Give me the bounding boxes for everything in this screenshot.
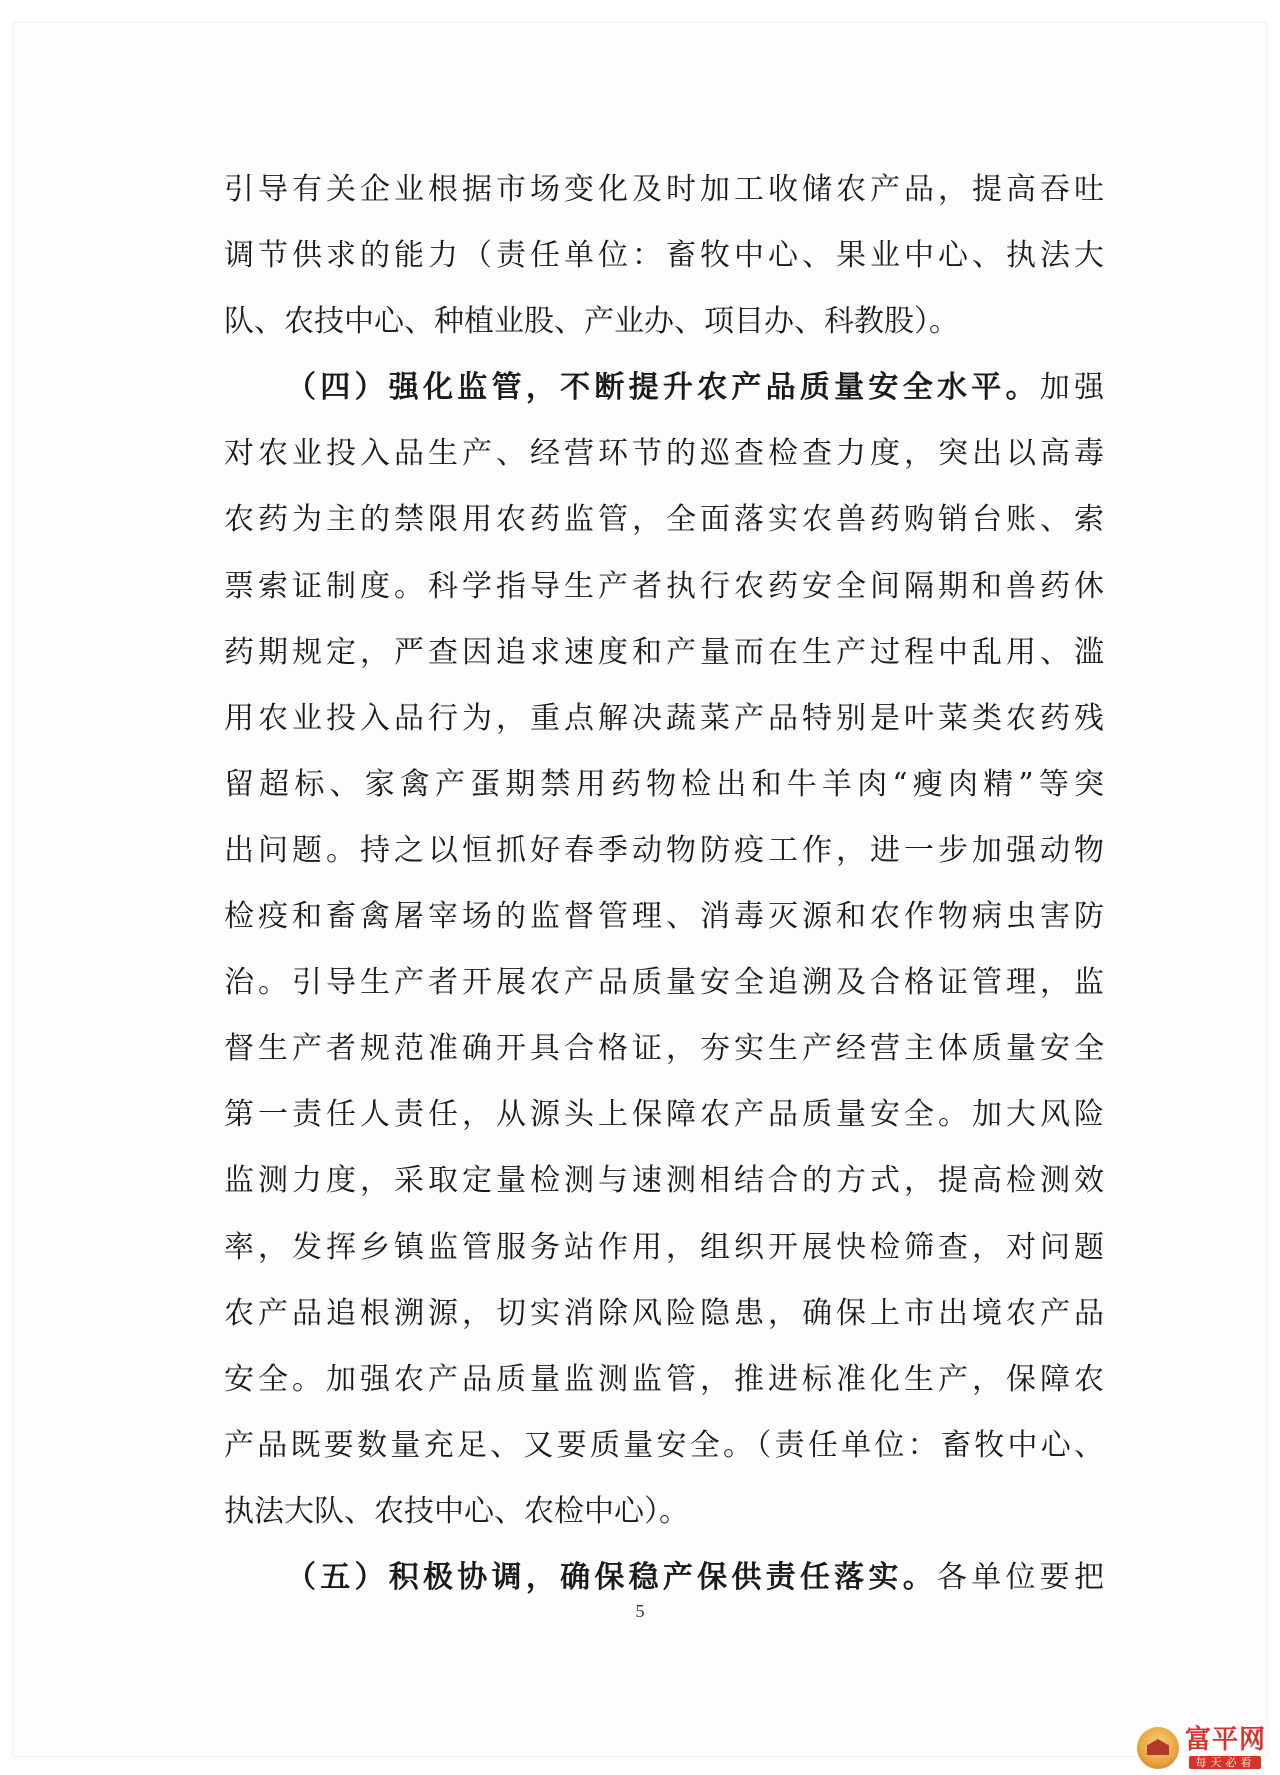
text-line: 治。引导生产者开展农产品质量安全追溯及合格证管理，监 — [224, 965, 1104, 1001]
text-line: 农产品追根溯源，切实消除风险隐患，确保上市出境农产品 — [224, 1295, 1104, 1331]
text-line: 药期规定，严查因追求速度和产量而在生产过程中乱用、滥 — [224, 634, 1104, 670]
text-line: 引导有关企业根据市场变化及时加工收储农产品，提高吞吐 — [224, 172, 1104, 207]
text-line: 产品既要数量充足、又要质量安全。（责任单位：畜牧中心、 — [224, 1427, 1104, 1463]
text-line: 票索证制度。科学指导生产者执行农药安全间隔期和兽药休 — [224, 568, 1104, 604]
section-4-heading-line — [224, 355, 1104, 421]
text-line: 出问题。持之以恒抓好春季动物防疫工作，进一步加强动物 — [224, 832, 1104, 868]
text-line: 检疫和畜禽屠宰场的监督管理、消毒灭源和农作物病虫害防 — [224, 899, 1104, 935]
text-line: 农药为主的禁限用农药监管，全面落实农兽药购销台账、索 — [224, 502, 1104, 538]
section-5-heading-rest: 各单位要把 — [936, 1559, 1105, 1595]
watermark-text — [1185, 1727, 1266, 1769]
bleed-through-decoration — [1224, 172, 1254, 1472]
text-line: 监测力度，采取定量检测与速测相结合的方式，提高检测效 — [224, 1163, 1104, 1199]
site-logo-icon — [1137, 1727, 1179, 1769]
page-number: 5 — [635, 1601, 645, 1621]
text-line: 对农业投入品生产、经营环节的巡查检查力度，突出以高毒 — [224, 436, 1104, 472]
text-line: 执法大队、农技中心、农检中心）。 — [224, 1493, 689, 1529]
text-line: 调节供求的能力（责任单位：畜牧中心、果业中心、执法大 — [224, 238, 1104, 274]
site-watermark — [1137, 1727, 1266, 1769]
watermark-title: 富平网 — [1184, 1725, 1266, 1755]
section-5-heading: （五）积极协调，确保稳产保供责任落实。 — [286, 1559, 937, 1595]
document-body — [224, 157, 1104, 1611]
section-4-heading-rest: 加强 — [1039, 370, 1105, 406]
text-line: 督生产者规范准确开具合格证，夯实生产经营主体质量安全 — [224, 1031, 1104, 1067]
text-line: 安全。加强农产品质量监测监管，推进标准化生产，保障农 — [224, 1361, 1104, 1397]
section-4-heading: （四）强化监管，不断提升农产品质量安全水平。 — [286, 370, 1040, 406]
text-line: 队、农技中心、种植业股、产业办、项目办、科教股）。 — [224, 304, 959, 340]
watermark-subtitle: 每天必看 — [1189, 1756, 1261, 1769]
text-line: 留超标、家禽产蛋期禁用药物检出和牛羊肉“瘦肉精”等突 — [224, 766, 1104, 802]
text-line: 第一责任人责任，从源头上保障农产品质量安全。加大风险 — [224, 1097, 1104, 1133]
text-line: 率，发挥乡镇监管服务站作用，组织开展快检筛查，对问题 — [224, 1229, 1104, 1265]
text-line: 用农业投入品行为，重点解决蔬菜产品特别是叶菜类农药残 — [224, 700, 1104, 736]
